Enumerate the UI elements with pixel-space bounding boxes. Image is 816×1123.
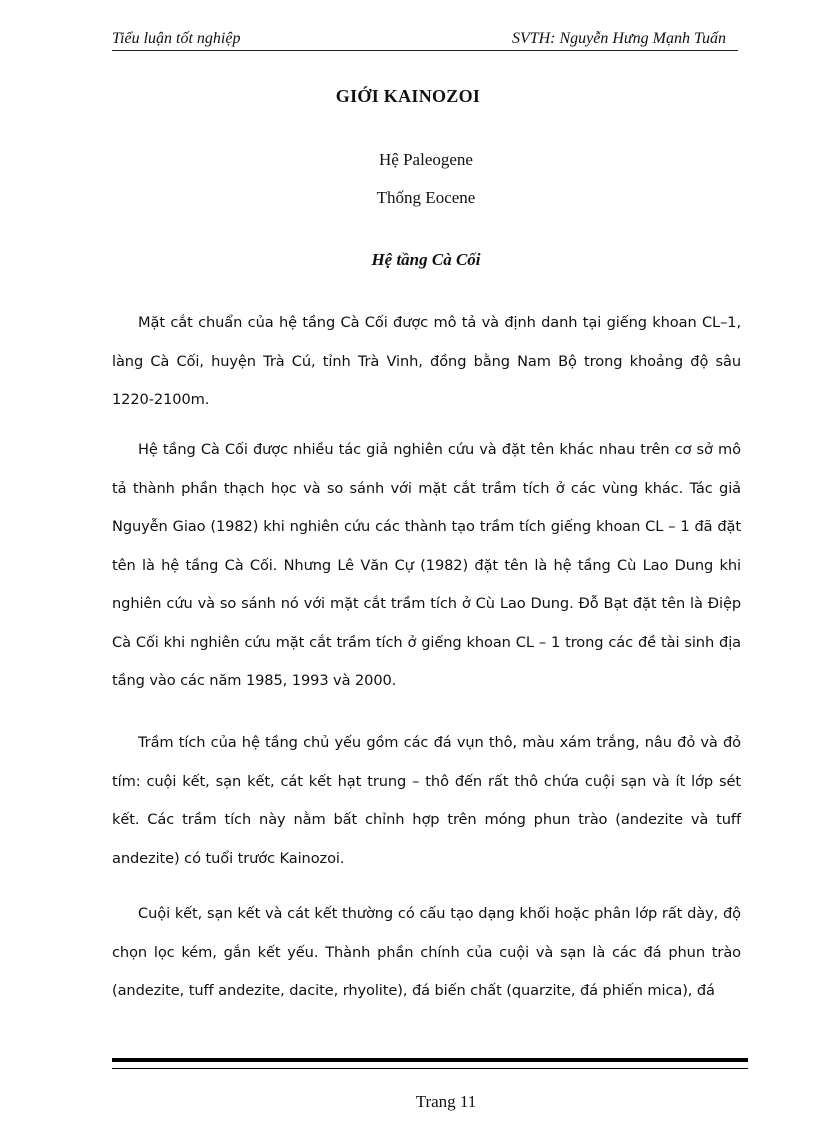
paragraph-2: Hệ tầng Cà Cối được nhiều tác giả nghiên cứu và đặt tên khác nhau trên cơ sở mô tả thành phần thạch học và so sánh với mặt cắt trầm tích ở các vùng khác. Tác giả Nguyễn Giao (1982) khi nghiên cứu các thành tạo trầm tích giếng khoan CL – 1 đã đặt tên là hệ tầng Cà Cối. Nhưng Lê Văn Cự (1982) đặt tên là hệ tầng Cù Lao Dung khi nghiên cứu và so sánh nó với mặt cắt trầm tích ở Cù Lao Dung. Đỗ Bạt đặt tên là Điệp Cà Cối khi nghiên cứu mặt cắt trầm tích ở giếng khoan CL – 1 trong các đề tài sinh địa tầng vào các năm 1985, 1993 và 2000. <box>112 441 741 689</box>
paragraph-1: Mặt cắt chuẩn của hệ tầng Cà Cối được mô tả và định danh tại giếng khoan CL–1, làng Cà Cối, huyện Trà Cú, tỉnh Trà Vinh, đồng bằng Nam Bộ trong khoảng độ sâu 1220-2100m. <box>112 314 741 408</box>
formation-heading: Hệ tầng Cà Cối <box>371 250 481 269</box>
page-header <box>112 28 738 50</box>
paragraph-4: Cuội kết, sạn kết và cát kết thường có cấu tạo dạng khối hoặc phân lớp rất dày, độ chọn lọc kém, gắn kết yếu. Thành phần chính của cuội và sạn là các đá phun trào (andezite, tuff andezite, dacite, rhyolite), đá biến chất (quarzite, đá phiến mica), đá <box>112 905 741 999</box>
header-author: SVTH: Nguyễn Hưng Mạnh Tuấn <box>511 30 726 47</box>
footer-divider <box>112 1058 748 1069</box>
page-title: GIỚI KAINOZOI <box>335 86 481 106</box>
subtitle-system: Hệ Paleogene <box>379 150 473 169</box>
header-document-type: Tiểu luận tốt nghiệp <box>112 30 241 47</box>
header-divider <box>112 50 738 51</box>
paragraph-3: Trầm tích của hệ tầng chủ yếu gồm các đá vụn thô, màu xám trắng, nâu đỏ và đỏ tím: cuội kết, sạn kết, cát kết hạt trung – thô đến rất thô chứa cuội sạn và ít lớp sét kết. Các trầm tích này nằm bất chỉnh hợp trên móng phun trào (andezite và tuff andezite) có tuổi trước Kainozoi. <box>112 734 741 867</box>
page-number: Trang 11 <box>415 1092 477 1111</box>
subtitle-series: Thống Eocene <box>376 188 476 207</box>
